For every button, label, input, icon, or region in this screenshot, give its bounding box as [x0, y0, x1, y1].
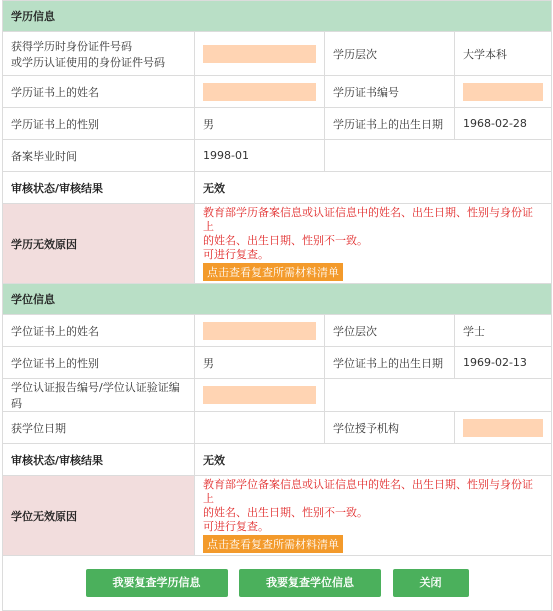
edu-gender-label: 学历证书上的性别 [3, 108, 195, 140]
table-row [3, 444, 552, 476]
degree-level-value: 学士 [455, 315, 552, 347]
degree-name-value [195, 315, 325, 347]
table-row [3, 204, 552, 284]
table-row [3, 172, 552, 204]
review-edu-button[interactable]: 我要复查学历信息 [86, 569, 228, 597]
close-button[interactable]: 关闭 [393, 569, 469, 597]
edu-review-label: 审核状态/审核结果 [3, 172, 195, 204]
degree-section-header [3, 284, 552, 315]
edu-id-label [3, 32, 195, 76]
degree-review-label: 审核状态/审核结果 [3, 444, 195, 476]
degree-birth-label: 学位证书上的出生日期 [325, 347, 455, 379]
degree-birth-value: 1969-02-13 [455, 347, 552, 379]
edu-level-value: 大学本科 [455, 32, 552, 76]
degree-institution-value [455, 412, 552, 444]
edu-cert-no-value [455, 76, 552, 108]
degree-date-value [195, 412, 325, 444]
action-bar [3, 556, 552, 611]
edu-section-header [3, 1, 552, 32]
degree-reason-line2: 的姓名、出生日期、性别不一致。 [203, 506, 368, 519]
redacted-value [203, 83, 316, 101]
edu-review-value: 无效 [195, 172, 552, 204]
redacted-value [463, 83, 543, 101]
table-row [3, 32, 552, 76]
edu-level-label: 学历层次 [325, 32, 455, 76]
degree-report-value [195, 379, 325, 412]
edu-birth-label: 学历证书上的出生日期 [325, 108, 455, 140]
edu-reason-line2: 的姓名、出生日期、性别不一致。 [203, 234, 368, 247]
edu-name-label: 学历证书上的姓名 [3, 76, 195, 108]
edu-id-label-line1: 获得学历时身份证件号码 [11, 39, 132, 53]
redacted-value [463, 419, 543, 437]
degree-materials-button[interactable]: 点击查看复查所需材料清单 [203, 535, 343, 553]
edu-id-label-line2: 或学历认证使用的身份证件号码 [11, 55, 165, 69]
review-degree-button[interactable]: 我要复查学位信息 [239, 569, 381, 597]
table-row [3, 379, 552, 412]
edu-gender-value: 男 [195, 108, 325, 140]
empty-cell [325, 140, 552, 172]
degree-section-title: 学位信息 [3, 284, 552, 315]
table-row [3, 315, 552, 347]
degree-reason-line3: 可进行复查。 [203, 520, 269, 533]
info-table [2, 0, 552, 611]
degree-level-label: 学位层次 [325, 315, 455, 347]
empty-cell [325, 379, 552, 412]
degree-invalid-reason [195, 476, 552, 556]
edu-birth-value: 1968-02-28 [455, 108, 552, 140]
edu-invalid-label: 学历无效原因 [3, 204, 195, 284]
edu-reason-line1: 教育部学历备案信息或认证信息中的姓名、出生日期、性别与身份证上 [203, 206, 533, 233]
degree-gender-value: 男 [195, 347, 325, 379]
edu-section-title: 学历信息 [3, 1, 552, 32]
edu-cert-no-label: 学历证书编号 [325, 76, 455, 108]
edu-materials-button[interactable]: 点击查看复查所需材料清单 [203, 263, 343, 281]
degree-date-label: 获学位日期 [3, 412, 195, 444]
degree-gender-label: 学位证书上的性别 [3, 347, 195, 379]
table-row [3, 412, 552, 444]
edu-name-value [195, 76, 325, 108]
degree-report-label: 学位认证报告编号/学位认证验证编码 [3, 379, 195, 412]
degree-institution-label: 学位授予机构 [325, 412, 455, 444]
edu-reason-line3: 可进行复查。 [203, 248, 269, 261]
edu-grad-label: 备案毕业时间 [3, 140, 195, 172]
redacted-value [203, 45, 316, 63]
action-row [3, 556, 552, 611]
redacted-value [203, 322, 316, 340]
edu-id-value [195, 32, 325, 76]
table-row [3, 347, 552, 379]
edu-invalid-reason [195, 204, 552, 284]
table-row [3, 108, 552, 140]
table-row [3, 140, 552, 172]
edu-grad-value: 1998-01 [195, 140, 325, 172]
table-row [3, 476, 552, 556]
degree-name-label: 学位证书上的姓名 [3, 315, 195, 347]
degree-invalid-label: 学位无效原因 [3, 476, 195, 556]
table-row [3, 76, 552, 108]
redacted-value [203, 386, 316, 404]
degree-reason-line1: 教育部学位备案信息或认证信息中的姓名、出生日期、性别与身份证上 [203, 478, 533, 505]
degree-review-value: 无效 [195, 444, 552, 476]
